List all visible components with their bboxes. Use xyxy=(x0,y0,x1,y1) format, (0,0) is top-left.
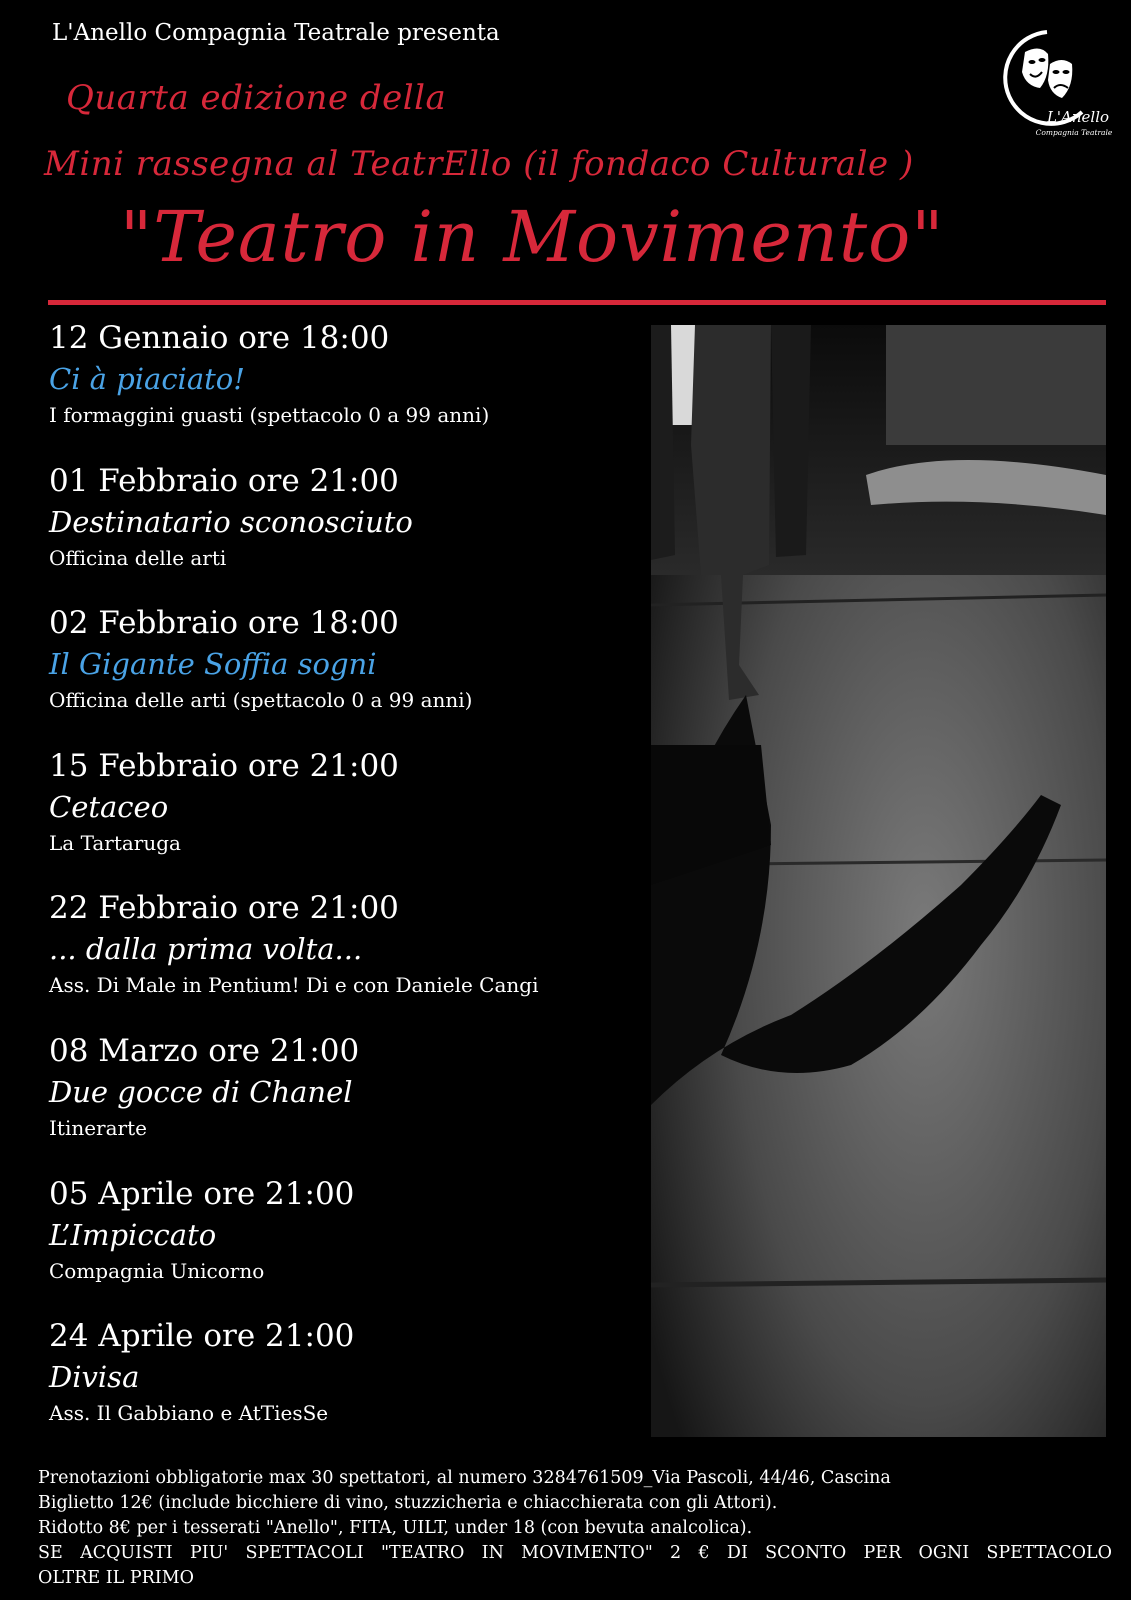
presenter-line: L'Anello Compagnia Teatrale presenta xyxy=(52,20,500,46)
event-title: Cetaceo xyxy=(49,789,169,824)
event-date: 15 Febbraio ore 21:00 xyxy=(49,747,399,784)
discount-line: SE ACQUISTI PIU' SPETTACOLI "TEATRO IN MOVIMENTO" 2 € DI SCONTO PER OGNI SPETTACOLO xyxy=(38,1543,1112,1563)
ticket-price-line: Biglietto 12€ (include bicchiere di vino, stuzzicheria e chiacchierata con gli Attori). xyxy=(38,1493,778,1513)
logo-subtitle: Compagnia Teatrale xyxy=(1035,128,1113,137)
event-title: Due gocce di Chanel xyxy=(49,1074,353,1109)
event-title: Il Gigante Soffia sogni xyxy=(49,647,377,682)
booking-info xyxy=(38,1466,1112,1591)
festival-title: "Teatro in Movimento" xyxy=(120,196,945,278)
event-company: Ass. Di Male in Pentium! Di e con Daniele Cangi xyxy=(49,973,539,998)
event-company: I formaggini guasti (spettacolo 0 a 99 anni) xyxy=(49,403,490,427)
event-item xyxy=(49,318,639,461)
event-list xyxy=(49,318,639,1459)
event-item xyxy=(49,746,639,889)
booking-line: Prenotazioni obbligatorie max 30 spettatori, al numero 3284761509_Via Pascoli, 44/46, Cascina xyxy=(38,1468,891,1488)
discount-line-continued: OLTRE IL PRIMO xyxy=(38,1568,194,1588)
edition-line: Quarta edizione della xyxy=(66,78,447,118)
red-divider xyxy=(48,300,1106,305)
event-company: Officina delle arti xyxy=(49,545,227,570)
event-date: 12 Gennaio ore 18:00 xyxy=(49,320,390,356)
event-date: 05 Aprile ore 21:00 xyxy=(49,1175,355,1212)
event-item xyxy=(49,1174,639,1317)
stage-shadow-image xyxy=(651,325,1106,1437)
event-title: ... dalla prima volta... xyxy=(49,932,363,967)
event-date: 08 Marzo ore 21:00 xyxy=(49,1032,360,1069)
event-title: Destinatario sconosciuto xyxy=(49,504,413,539)
event-item xyxy=(49,461,639,604)
event-title: L’Impiccato xyxy=(49,1217,217,1252)
event-company: Compagnia Unicorno xyxy=(49,1258,265,1283)
reduced-price-line: Ridotto 8€ per i tesserati "Anello", FITA, UILT, under 18 (con bevuta analcolica). xyxy=(38,1518,753,1538)
event-item xyxy=(49,603,639,746)
logo-name: L'Anello xyxy=(1046,108,1110,126)
event-date: 02 Febbraio ore 18:00 xyxy=(49,605,399,642)
event-company: Ass. Il Gabbiano e AtTiesSe xyxy=(49,1401,329,1426)
event-item xyxy=(49,1316,639,1459)
event-item xyxy=(49,1031,639,1174)
series-line: Mini rassegna al TeatrEllo (il fondaco Culturale ) xyxy=(44,144,914,184)
event-company: Itinerarte xyxy=(49,1115,147,1140)
event-date: 01 Febbraio ore 21:00 xyxy=(49,462,399,499)
event-date: 22 Febbraio ore 21:00 xyxy=(49,890,399,927)
event-title: Ci à piaciato! xyxy=(49,362,245,396)
event-date: 24 Aprile ore 21:00 xyxy=(49,1318,355,1355)
event-item xyxy=(49,888,639,1031)
event-company: La Tartaruga xyxy=(49,830,181,855)
theatre-masks-icon xyxy=(990,24,1113,142)
event-company: Officina delle arti (spettacolo 0 a 99 anni) xyxy=(49,688,473,713)
stage-photo xyxy=(651,325,1106,1437)
event-title: Divisa xyxy=(49,1360,140,1395)
anello-logo xyxy=(990,24,1113,142)
